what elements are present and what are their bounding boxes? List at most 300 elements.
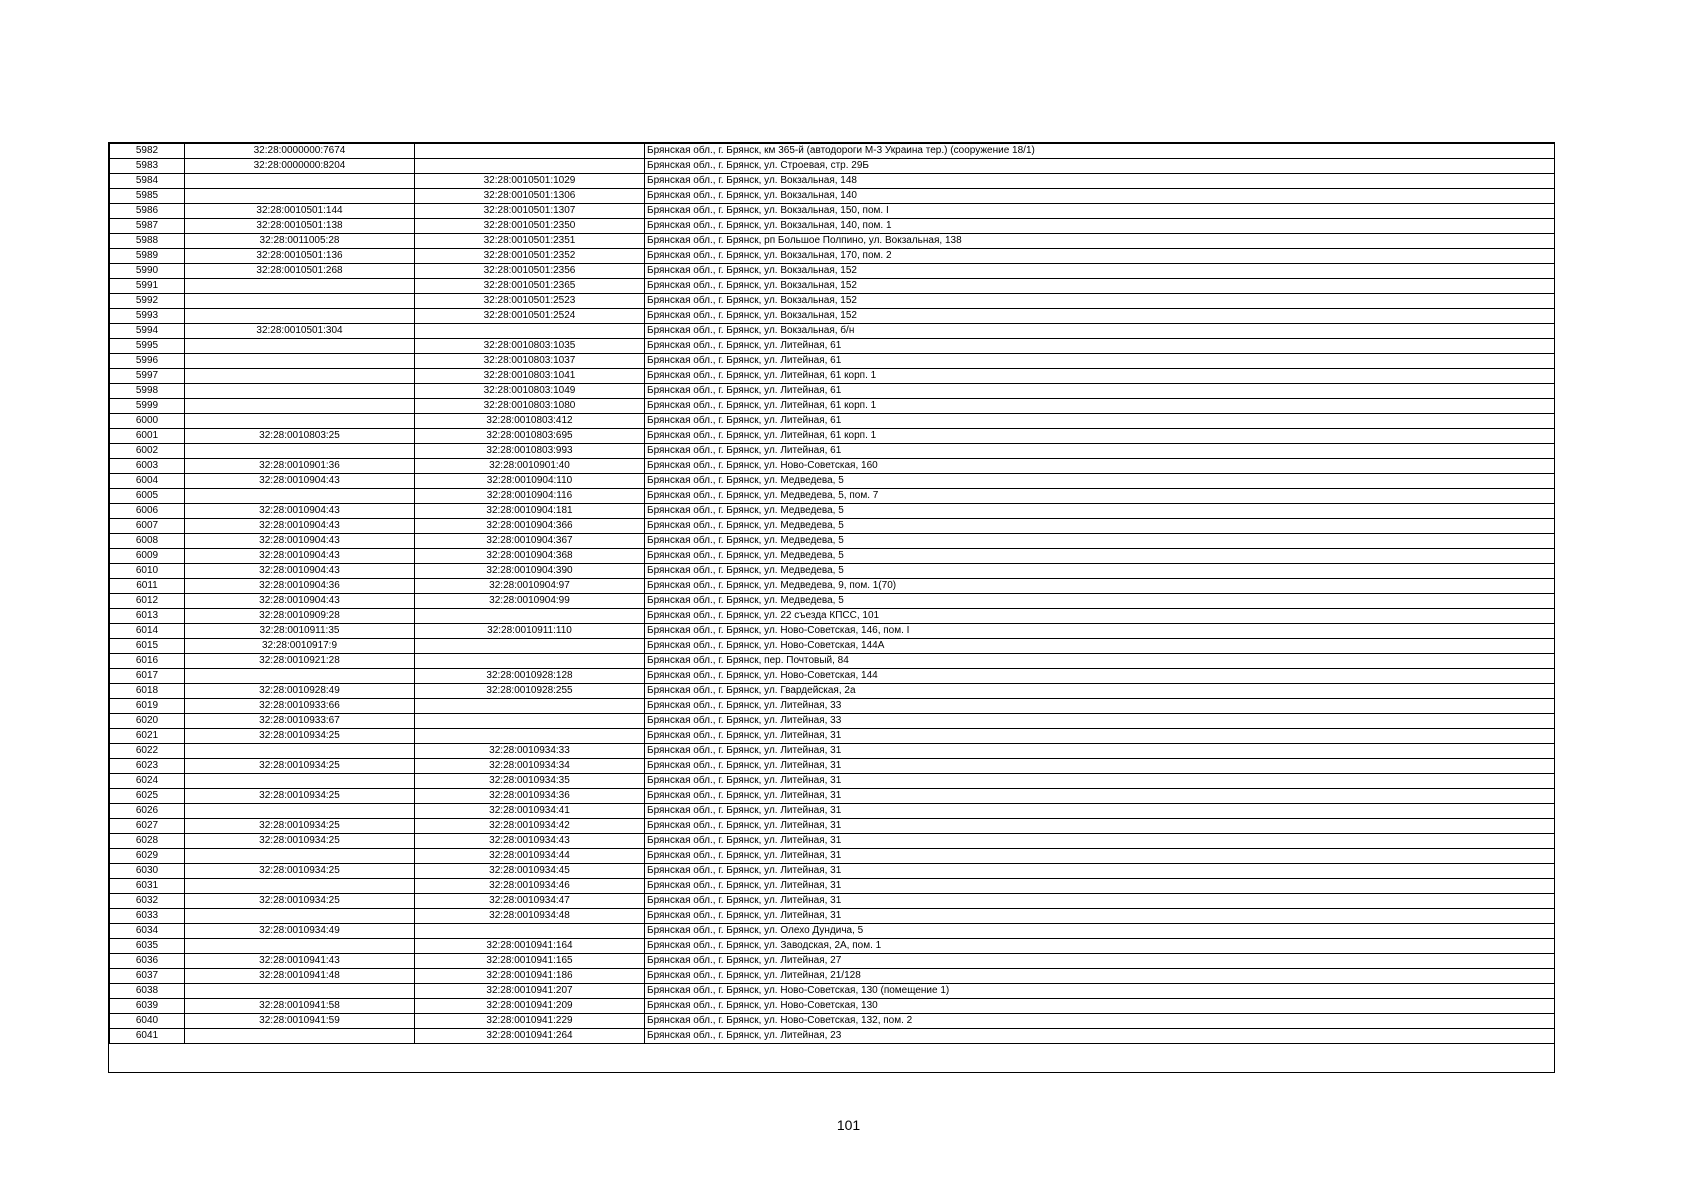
- object-cadastral-number-cell: 32:28:0010803:1037: [415, 354, 645, 369]
- object-cadastral-number-cell: 32:28:0010904:97: [415, 579, 645, 594]
- address-cell: Брянская обл., г. Брянск, км 365-й (автодороги М-3 Украина тер.) (сооружение 18/1): [645, 144, 1555, 159]
- table-row: [110, 714, 1555, 729]
- object-cadastral-number-cell: [415, 654, 645, 669]
- row-number-cell: 6034: [110, 924, 185, 939]
- cadastral-number-cell: 32:28:0010501:144: [185, 204, 415, 219]
- table-row: [110, 219, 1555, 234]
- row-number-cell: 6005: [110, 489, 185, 504]
- row-number-cell: 6025: [110, 789, 185, 804]
- row-number-cell: 5986: [110, 204, 185, 219]
- cadastral-number-cell: 32:28:0010904:43: [185, 504, 415, 519]
- table-row: [110, 159, 1555, 174]
- address-cell: Брянская обл., г. Брянск, ул. Ново-Советская, 144: [645, 669, 1555, 684]
- table-row: [110, 444, 1555, 459]
- cadastral-number-cell: 32:28:0010934:25: [185, 834, 415, 849]
- address-cell: Брянская обл., г. Брянск, ул. Литейная, 61: [645, 384, 1555, 399]
- address-cell: Брянская обл., г. Брянск, ул. Гвардейская, 2а: [645, 684, 1555, 699]
- object-cadastral-number-cell: [415, 609, 645, 624]
- row-number-cell: 6017: [110, 669, 185, 684]
- object-cadastral-number-cell: [415, 144, 645, 159]
- object-cadastral-number-cell: 32:28:0010501:2352: [415, 249, 645, 264]
- row-number-cell: 6003: [110, 459, 185, 474]
- object-cadastral-number-cell: 32:28:0010941:164: [415, 939, 645, 954]
- row-number-cell: 6016: [110, 654, 185, 669]
- cadastral-number-cell: 32:28:0010941:58: [185, 999, 415, 1014]
- table-row: [110, 864, 1555, 879]
- address-cell: Брянская обл., г. Брянск, ул. Литейная, 31: [645, 909, 1555, 924]
- cadastral-number-cell: [185, 849, 415, 864]
- cadastral-number-cell: 32:28:0010909:28: [185, 609, 415, 624]
- cadastral-number-cell: 32:28:0010904:43: [185, 519, 415, 534]
- table-row: [110, 579, 1555, 594]
- table-row: [110, 324, 1555, 339]
- row-number-cell: 5996: [110, 354, 185, 369]
- address-cell: Брянская обл., г. Брянск, ул. Медведева, 5: [645, 549, 1555, 564]
- table-row: [110, 144, 1555, 159]
- address-cell: Брянская обл., г. Брянск, ул. Литейная, 61: [645, 414, 1555, 429]
- row-number-cell: 6011: [110, 579, 185, 594]
- table-row: [110, 174, 1555, 189]
- object-cadastral-number-cell: 32:28:0010501:2356: [415, 264, 645, 279]
- cadastral-number-cell: 32:28:0010941:43: [185, 954, 415, 969]
- cadastral-number-cell: 32:28:0000000:7674: [185, 144, 415, 159]
- cadastral-number-cell: 32:28:0010934:25: [185, 789, 415, 804]
- object-cadastral-number-cell: 32:28:0010904:366: [415, 519, 645, 534]
- row-number-cell: 6004: [110, 474, 185, 489]
- cadastral-number-cell: [185, 414, 415, 429]
- cadastral-number-cell: [185, 174, 415, 189]
- row-number-cell: 6041: [110, 1029, 185, 1044]
- cadastral-number-cell: [185, 1029, 415, 1044]
- row-number-cell: 5984: [110, 174, 185, 189]
- address-cell: Брянская обл., г. Брянск, ул. Литейная, 31: [645, 744, 1555, 759]
- cadastral-number-cell: 32:28:0010921:28: [185, 654, 415, 669]
- address-cell: Брянская обл., г. Брянск, ул. Ново-Советская, 144А: [645, 639, 1555, 654]
- table-row: [110, 534, 1555, 549]
- table-row: [110, 894, 1555, 909]
- address-cell: Брянская обл., г. Брянск, ул. Вокзальная, 148: [645, 174, 1555, 189]
- table-row: [110, 744, 1555, 759]
- cadastral-number-cell: 32:28:0010934:25: [185, 819, 415, 834]
- cadastral-number-cell: [185, 309, 415, 324]
- table-row: [110, 594, 1555, 609]
- address-cell: Брянская обл., г. Брянск, ул. Ново-Советская, 160: [645, 459, 1555, 474]
- object-cadastral-number-cell: 32:28:0010501:1029: [415, 174, 645, 189]
- table-row: [110, 249, 1555, 264]
- row-number-cell: 6024: [110, 774, 185, 789]
- address-cell: Брянская обл., г. Брянск, ул. 22 съезда КПСС, 101: [645, 609, 1555, 624]
- registry-table: [109, 143, 1555, 1044]
- cadastral-number-cell: 32:28:0010501:268: [185, 264, 415, 279]
- address-cell: Брянская обл., г. Брянск, ул. Ново-Советская, 146, пом. I: [645, 624, 1555, 639]
- object-cadastral-number-cell: 32:28:0010928:128: [415, 669, 645, 684]
- row-number-cell: 5997: [110, 369, 185, 384]
- address-cell: Брянская обл., г. Брянск, ул. Литейная, 31: [645, 894, 1555, 909]
- cadastral-number-cell: 32:28:0010904:36: [185, 579, 415, 594]
- row-number-cell: 5999: [110, 399, 185, 414]
- row-number-cell: 6038: [110, 984, 185, 999]
- table-row: [110, 804, 1555, 819]
- object-cadastral-number-cell: 32:28:0010934:44: [415, 849, 645, 864]
- cadastral-number-cell: [185, 189, 415, 204]
- cadastral-number-cell: 32:28:0010933:66: [185, 699, 415, 714]
- address-cell: Брянская обл., г. Брянск, рп Большое Полпино, ул. Вокзальная, 138: [645, 234, 1555, 249]
- row-number-cell: 5994: [110, 324, 185, 339]
- row-number-cell: 6010: [110, 564, 185, 579]
- address-cell: Брянская обл., г. Брянск, ул. Литейная, 31: [645, 759, 1555, 774]
- address-cell: Брянская обл., г. Брянск, ул. Литейная, 27: [645, 954, 1555, 969]
- table-row: [110, 564, 1555, 579]
- object-cadastral-number-cell: 32:28:0010803:1080: [415, 399, 645, 414]
- row-number-cell: 5990: [110, 264, 185, 279]
- cadastral-number-cell: 32:28:0000000:8204: [185, 159, 415, 174]
- cadastral-number-cell: [185, 399, 415, 414]
- table-row: [110, 699, 1555, 714]
- cadastral-number-cell: 32:28:0010941:48: [185, 969, 415, 984]
- cadastral-number-cell: [185, 669, 415, 684]
- table-row: [110, 759, 1555, 774]
- cadastral-number-cell: [185, 489, 415, 504]
- object-cadastral-number-cell: 32:28:0010941:229: [415, 1014, 645, 1029]
- cadastral-number-cell: 32:28:0010934:25: [185, 894, 415, 909]
- row-number-cell: 6013: [110, 609, 185, 624]
- address-cell: Брянская обл., г. Брянск, ул. Литейная, 31: [645, 819, 1555, 834]
- table-row: [110, 264, 1555, 279]
- table-row: [110, 684, 1555, 699]
- object-cadastral-number-cell: [415, 639, 645, 654]
- row-number-cell: 6001: [110, 429, 185, 444]
- cadastral-number-cell: 32:28:0010928:49: [185, 684, 415, 699]
- cadastral-number-cell: [185, 744, 415, 759]
- cadastral-number-cell: 32:28:0010941:59: [185, 1014, 415, 1029]
- row-number-cell: 6035: [110, 939, 185, 954]
- address-cell: Брянская обл., г. Брянск, ул. Медведева, 5: [645, 534, 1555, 549]
- table-row: [110, 399, 1555, 414]
- cadastral-number-cell: 32:28:0010934:25: [185, 864, 415, 879]
- row-number-cell: 6028: [110, 834, 185, 849]
- address-cell: Брянская обл., г. Брянск, ул. Олехо Дундича, 5: [645, 924, 1555, 939]
- table-row: [110, 234, 1555, 249]
- address-cell: Брянская обл., г. Брянск, ул. Вокзальная, 152: [645, 294, 1555, 309]
- table-row: [110, 849, 1555, 864]
- object-cadastral-number-cell: 32:28:0010803:412: [415, 414, 645, 429]
- row-number-cell: 6030: [110, 864, 185, 879]
- cadastral-number-cell: 32:28:0010904:43: [185, 549, 415, 564]
- row-number-cell: 6020: [110, 714, 185, 729]
- address-cell: Брянская обл., г. Брянск, ул. Медведева, 9, пом. 1(70): [645, 579, 1555, 594]
- address-cell: Брянская обл., г. Брянск, ул. Литейная, 31: [645, 804, 1555, 819]
- address-cell: Брянская обл., г. Брянск, ул. Вокзальная, 140: [645, 189, 1555, 204]
- object-cadastral-number-cell: 32:28:0010934:36: [415, 789, 645, 804]
- address-cell: Брянская обл., г. Брянск, ул. Литейная, 31: [645, 729, 1555, 744]
- address-cell: Брянская обл., г. Брянск, ул. Литейная, 31: [645, 774, 1555, 789]
- table-row: [110, 624, 1555, 639]
- row-number-cell: 6036: [110, 954, 185, 969]
- row-number-cell: 5987: [110, 219, 185, 234]
- cadastral-number-cell: 32:28:0010901:36: [185, 459, 415, 474]
- object-cadastral-number-cell: 32:28:0010941:209: [415, 999, 645, 1014]
- address-cell: Брянская обл., г. Брянск, ул. Вокзальная, 152: [645, 279, 1555, 294]
- table-row: [110, 774, 1555, 789]
- table-row: [110, 924, 1555, 939]
- address-cell: Брянская обл., г. Брянск, ул. Литейная, 31: [645, 864, 1555, 879]
- table-row: [110, 729, 1555, 744]
- page-number: 101: [836, 1117, 861, 1133]
- row-number-cell: 6037: [110, 969, 185, 984]
- object-cadastral-number-cell: [415, 159, 645, 174]
- cadastral-number-cell: [185, 369, 415, 384]
- row-number-cell: 5989: [110, 249, 185, 264]
- row-number-cell: 6022: [110, 744, 185, 759]
- address-cell: Брянская обл., г. Брянск, ул. Ново-Советская, 130 (помещение 1): [645, 984, 1555, 999]
- row-number-cell: 5998: [110, 384, 185, 399]
- row-number-cell: 6027: [110, 819, 185, 834]
- object-cadastral-number-cell: 32:28:0010934:41: [415, 804, 645, 819]
- object-cadastral-number-cell: 32:28:0010934:35: [415, 774, 645, 789]
- table-row: [110, 204, 1555, 219]
- object-cadastral-number-cell: 32:28:0010934:42: [415, 819, 645, 834]
- table-row: [110, 474, 1555, 489]
- table-row: [110, 279, 1555, 294]
- row-number-cell: 6031: [110, 879, 185, 894]
- table-row: [110, 519, 1555, 534]
- table-row: [110, 459, 1555, 474]
- row-number-cell: 6019: [110, 699, 185, 714]
- object-cadastral-number-cell: 32:28:0010934:48: [415, 909, 645, 924]
- cadastral-number-cell: 32:28:0010501:138: [185, 219, 415, 234]
- table-row: [110, 369, 1555, 384]
- object-cadastral-number-cell: 32:28:0010934:33: [415, 744, 645, 759]
- row-number-cell: 6007: [110, 519, 185, 534]
- row-number-cell: 5995: [110, 339, 185, 354]
- cadastral-number-cell: [185, 984, 415, 999]
- row-number-cell: 5983: [110, 159, 185, 174]
- object-cadastral-number-cell: 32:28:0010934:34: [415, 759, 645, 774]
- row-number-cell: 6008: [110, 534, 185, 549]
- row-number-cell: 6039: [110, 999, 185, 1014]
- address-cell: Брянская обл., г. Брянск, ул. Вокзальная, 152: [645, 309, 1555, 324]
- address-cell: Брянская обл., г. Брянск, ул. Литейная, 31: [645, 789, 1555, 804]
- cadastral-number-cell: [185, 909, 415, 924]
- row-number-cell: 6015: [110, 639, 185, 654]
- address-cell: Брянская обл., г. Брянск, ул. Литейная, 21/128: [645, 969, 1555, 984]
- object-cadastral-number-cell: [415, 729, 645, 744]
- row-number-cell: 5991: [110, 279, 185, 294]
- address-cell: Брянская обл., г. Брянск, ул. Медведева, 5: [645, 594, 1555, 609]
- object-cadastral-number-cell: [415, 714, 645, 729]
- object-cadastral-number-cell: 32:28:0010934:46: [415, 879, 645, 894]
- row-number-cell: 6012: [110, 594, 185, 609]
- cadastral-number-cell: [185, 939, 415, 954]
- object-cadastral-number-cell: 32:28:0010803:1035: [415, 339, 645, 354]
- object-cadastral-number-cell: 32:28:0010911:110: [415, 624, 645, 639]
- address-cell: Брянская обл., г. Брянск, ул. Строевая, стр. 29Б: [645, 159, 1555, 174]
- object-cadastral-number-cell: 32:28:0010904:181: [415, 504, 645, 519]
- address-cell: Брянская обл., г. Брянск, ул. Ново-Советская, 132, пом. 2: [645, 1014, 1555, 1029]
- row-number-cell: 6009: [110, 549, 185, 564]
- table-row: [110, 984, 1555, 999]
- object-cadastral-number-cell: 32:28:0010904:390: [415, 564, 645, 579]
- address-cell: Брянская обл., г. Брянск, ул. Вокзальная, б/н: [645, 324, 1555, 339]
- object-cadastral-number-cell: 32:28:0010934:47: [415, 894, 645, 909]
- address-cell: Брянская обл., г. Брянск, ул. Литейная, 61: [645, 444, 1555, 459]
- cadastral-number-cell: [185, 879, 415, 894]
- table-row: [110, 939, 1555, 954]
- table-row: [110, 669, 1555, 684]
- cadastral-number-cell: [185, 339, 415, 354]
- address-cell: Брянская обл., г. Брянск, ул. Ново-Советская, 130: [645, 999, 1555, 1014]
- cadastral-number-cell: 32:28:0011005:28: [185, 234, 415, 249]
- address-cell: Брянская обл., г. Брянск, ул. Вокзальная, 152: [645, 264, 1555, 279]
- cadastral-number-cell: 32:28:0010933:67: [185, 714, 415, 729]
- address-cell: Брянская обл., г. Брянск, ул. Литейная, 61 корп. 1: [645, 429, 1555, 444]
- address-cell: Брянская обл., г. Брянск, ул. Литейная, 33: [645, 699, 1555, 714]
- cadastral-number-cell: 32:28:0010904:43: [185, 564, 415, 579]
- object-cadastral-number-cell: 32:28:0010941:186: [415, 969, 645, 984]
- object-cadastral-number-cell: 32:28:0010934:45: [415, 864, 645, 879]
- address-cell: Брянская обл., г. Брянск, ул. Вокзальная, 170, пом. 2: [645, 249, 1555, 264]
- table-row: [110, 504, 1555, 519]
- table-row: [110, 969, 1555, 984]
- row-number-cell: 5992: [110, 294, 185, 309]
- table-row: [110, 954, 1555, 969]
- cadastral-number-cell: 32:28:0010501:304: [185, 324, 415, 339]
- table-row: [110, 789, 1555, 804]
- cadastral-number-cell: [185, 294, 415, 309]
- object-cadastral-number-cell: 32:28:0010941:165: [415, 954, 645, 969]
- table-row: [110, 999, 1555, 1014]
- table-row: [110, 1029, 1555, 1044]
- cadastral-number-cell: [185, 774, 415, 789]
- cadastral-number-cell: 32:28:0010934:25: [185, 729, 415, 744]
- cadastral-number-cell: 32:28:0010911:35: [185, 624, 415, 639]
- object-cadastral-number-cell: 32:28:0010928:255: [415, 684, 645, 699]
- object-cadastral-number-cell: 32:28:0010901:40: [415, 459, 645, 474]
- object-cadastral-number-cell: [415, 924, 645, 939]
- address-cell: Брянская обл., г. Брянск, ул. Вокзальная, 150, пом. I: [645, 204, 1555, 219]
- table-row: [110, 339, 1555, 354]
- table-row: [110, 189, 1555, 204]
- object-cadastral-number-cell: 32:28:0010501:2351: [415, 234, 645, 249]
- object-cadastral-number-cell: 32:28:0010904:368: [415, 549, 645, 564]
- table-row: [110, 1014, 1555, 1029]
- table-row: [110, 609, 1555, 624]
- table-row: [110, 639, 1555, 654]
- address-cell: Брянская обл., г. Брянск, ул. Литейная, 61: [645, 354, 1555, 369]
- address-cell: Брянская обл., г. Брянск, ул. Литейная, 61 корп. 1: [645, 369, 1555, 384]
- row-number-cell: 5988: [110, 234, 185, 249]
- object-cadastral-number-cell: 32:28:0010501:2365: [415, 279, 645, 294]
- table-row: [110, 429, 1555, 444]
- row-number-cell: 5982: [110, 144, 185, 159]
- table-row: [110, 909, 1555, 924]
- row-number-cell: 6023: [110, 759, 185, 774]
- object-cadastral-number-cell: 32:28:0010941:207: [415, 984, 645, 999]
- object-cadastral-number-cell: 32:28:0010904:110: [415, 474, 645, 489]
- row-number-cell: 6002: [110, 444, 185, 459]
- cadastral-number-cell: 32:28:0010934:25: [185, 759, 415, 774]
- address-cell: Брянская обл., г. Брянск, ул. Литейная, 23: [645, 1029, 1555, 1044]
- row-number-cell: 6006: [110, 504, 185, 519]
- object-cadastral-number-cell: 32:28:0010803:1049: [415, 384, 645, 399]
- table-row: [110, 549, 1555, 564]
- cadastral-number-cell: [185, 354, 415, 369]
- address-cell: Брянская обл., г. Брянск, ул. Медведева, 5: [645, 519, 1555, 534]
- table-row: [110, 294, 1555, 309]
- row-number-cell: 6040: [110, 1014, 185, 1029]
- object-cadastral-number-cell: 32:28:0010501:1306: [415, 189, 645, 204]
- row-number-cell: 6014: [110, 624, 185, 639]
- address-cell: Брянская обл., г. Брянск, пер. Почтовый, 84: [645, 654, 1555, 669]
- address-cell: Брянская обл., г. Брянск, ул. Заводская, 2А, пом. 1: [645, 939, 1555, 954]
- address-cell: Брянская обл., г. Брянск, ул. Вокзальная, 140, пом. 1: [645, 219, 1555, 234]
- object-cadastral-number-cell: [415, 324, 645, 339]
- cadastral-number-cell: 32:28:0010904:43: [185, 534, 415, 549]
- address-cell: Брянская обл., г. Брянск, ул. Литейная, 31: [645, 849, 1555, 864]
- table-row: [110, 384, 1555, 399]
- object-cadastral-number-cell: 32:28:0010904:116: [415, 489, 645, 504]
- address-cell: Брянская обл., г. Брянск, ул. Медведева, 5, пом. 7: [645, 489, 1555, 504]
- object-cadastral-number-cell: 32:28:0010934:43: [415, 834, 645, 849]
- cadastral-number-cell: 32:28:0010904:43: [185, 474, 415, 489]
- cadastral-number-cell: 32:28:0010934:49: [185, 924, 415, 939]
- address-cell: Брянская обл., г. Брянск, ул. Медведева, 5: [645, 504, 1555, 519]
- address-cell: Брянская обл., г. Брянск, ул. Литейная, 31: [645, 834, 1555, 849]
- table-row: [110, 834, 1555, 849]
- address-cell: Брянская обл., г. Брянск, ул. Литейная, 33: [645, 714, 1555, 729]
- object-cadastral-number-cell: [415, 699, 645, 714]
- row-number-cell: 6026: [110, 804, 185, 819]
- cadastral-number-cell: [185, 444, 415, 459]
- table-row: [110, 879, 1555, 894]
- address-cell: Брянская обл., г. Брянск, ул. Литейная, 61 корп. 1: [645, 399, 1555, 414]
- row-number-cell: 6033: [110, 909, 185, 924]
- object-cadastral-number-cell: 32:28:0010501:2350: [415, 219, 645, 234]
- row-number-cell: 6018: [110, 684, 185, 699]
- object-cadastral-number-cell: 32:28:0010803:1041: [415, 369, 645, 384]
- cadastral-number-cell: [185, 384, 415, 399]
- table-row: [110, 414, 1555, 429]
- cadastral-number-cell: 32:28:0010803:25: [185, 429, 415, 444]
- address-cell: Брянская обл., г. Брянск, ул. Медведева, 5: [645, 474, 1555, 489]
- row-number-cell: 6021: [110, 729, 185, 744]
- object-cadastral-number-cell: 32:28:0010803:993: [415, 444, 645, 459]
- table-row: [110, 309, 1555, 324]
- address-cell: Брянская обл., г. Брянск, ул. Литейная, 61: [645, 339, 1555, 354]
- row-number-cell: 5993: [110, 309, 185, 324]
- object-cadastral-number-cell: 32:28:0010904:99: [415, 594, 645, 609]
- address-cell: Брянская обл., г. Брянск, ул. Литейная, 31: [645, 879, 1555, 894]
- object-cadastral-number-cell: 32:28:0010803:695: [415, 429, 645, 444]
- row-number-cell: 6032: [110, 894, 185, 909]
- object-cadastral-number-cell: 32:28:0010941:264: [415, 1029, 645, 1044]
- address-cell: Брянская обл., г. Брянск, ул. Медведева, 5: [645, 564, 1555, 579]
- cadastral-number-cell: [185, 279, 415, 294]
- object-cadastral-number-cell: 32:28:0010501:1307: [415, 204, 645, 219]
- object-cadastral-number-cell: 32:28:0010501:2523: [415, 294, 645, 309]
- registry-table-body: [110, 144, 1555, 1044]
- row-number-cell: 6000: [110, 414, 185, 429]
- object-cadastral-number-cell: 32:28:0010501:2524: [415, 309, 645, 324]
- cadastral-number-cell: 32:28:0010917:9: [185, 639, 415, 654]
- table-row: [110, 654, 1555, 669]
- row-number-cell: 5985: [110, 189, 185, 204]
- cadastral-number-cell: 32:28:0010501:136: [185, 249, 415, 264]
- object-cadastral-number-cell: 32:28:0010904:367: [415, 534, 645, 549]
- table-row: [110, 354, 1555, 369]
- cadastral-number-cell: [185, 804, 415, 819]
- cadastral-number-cell: 32:28:0010904:43: [185, 594, 415, 609]
